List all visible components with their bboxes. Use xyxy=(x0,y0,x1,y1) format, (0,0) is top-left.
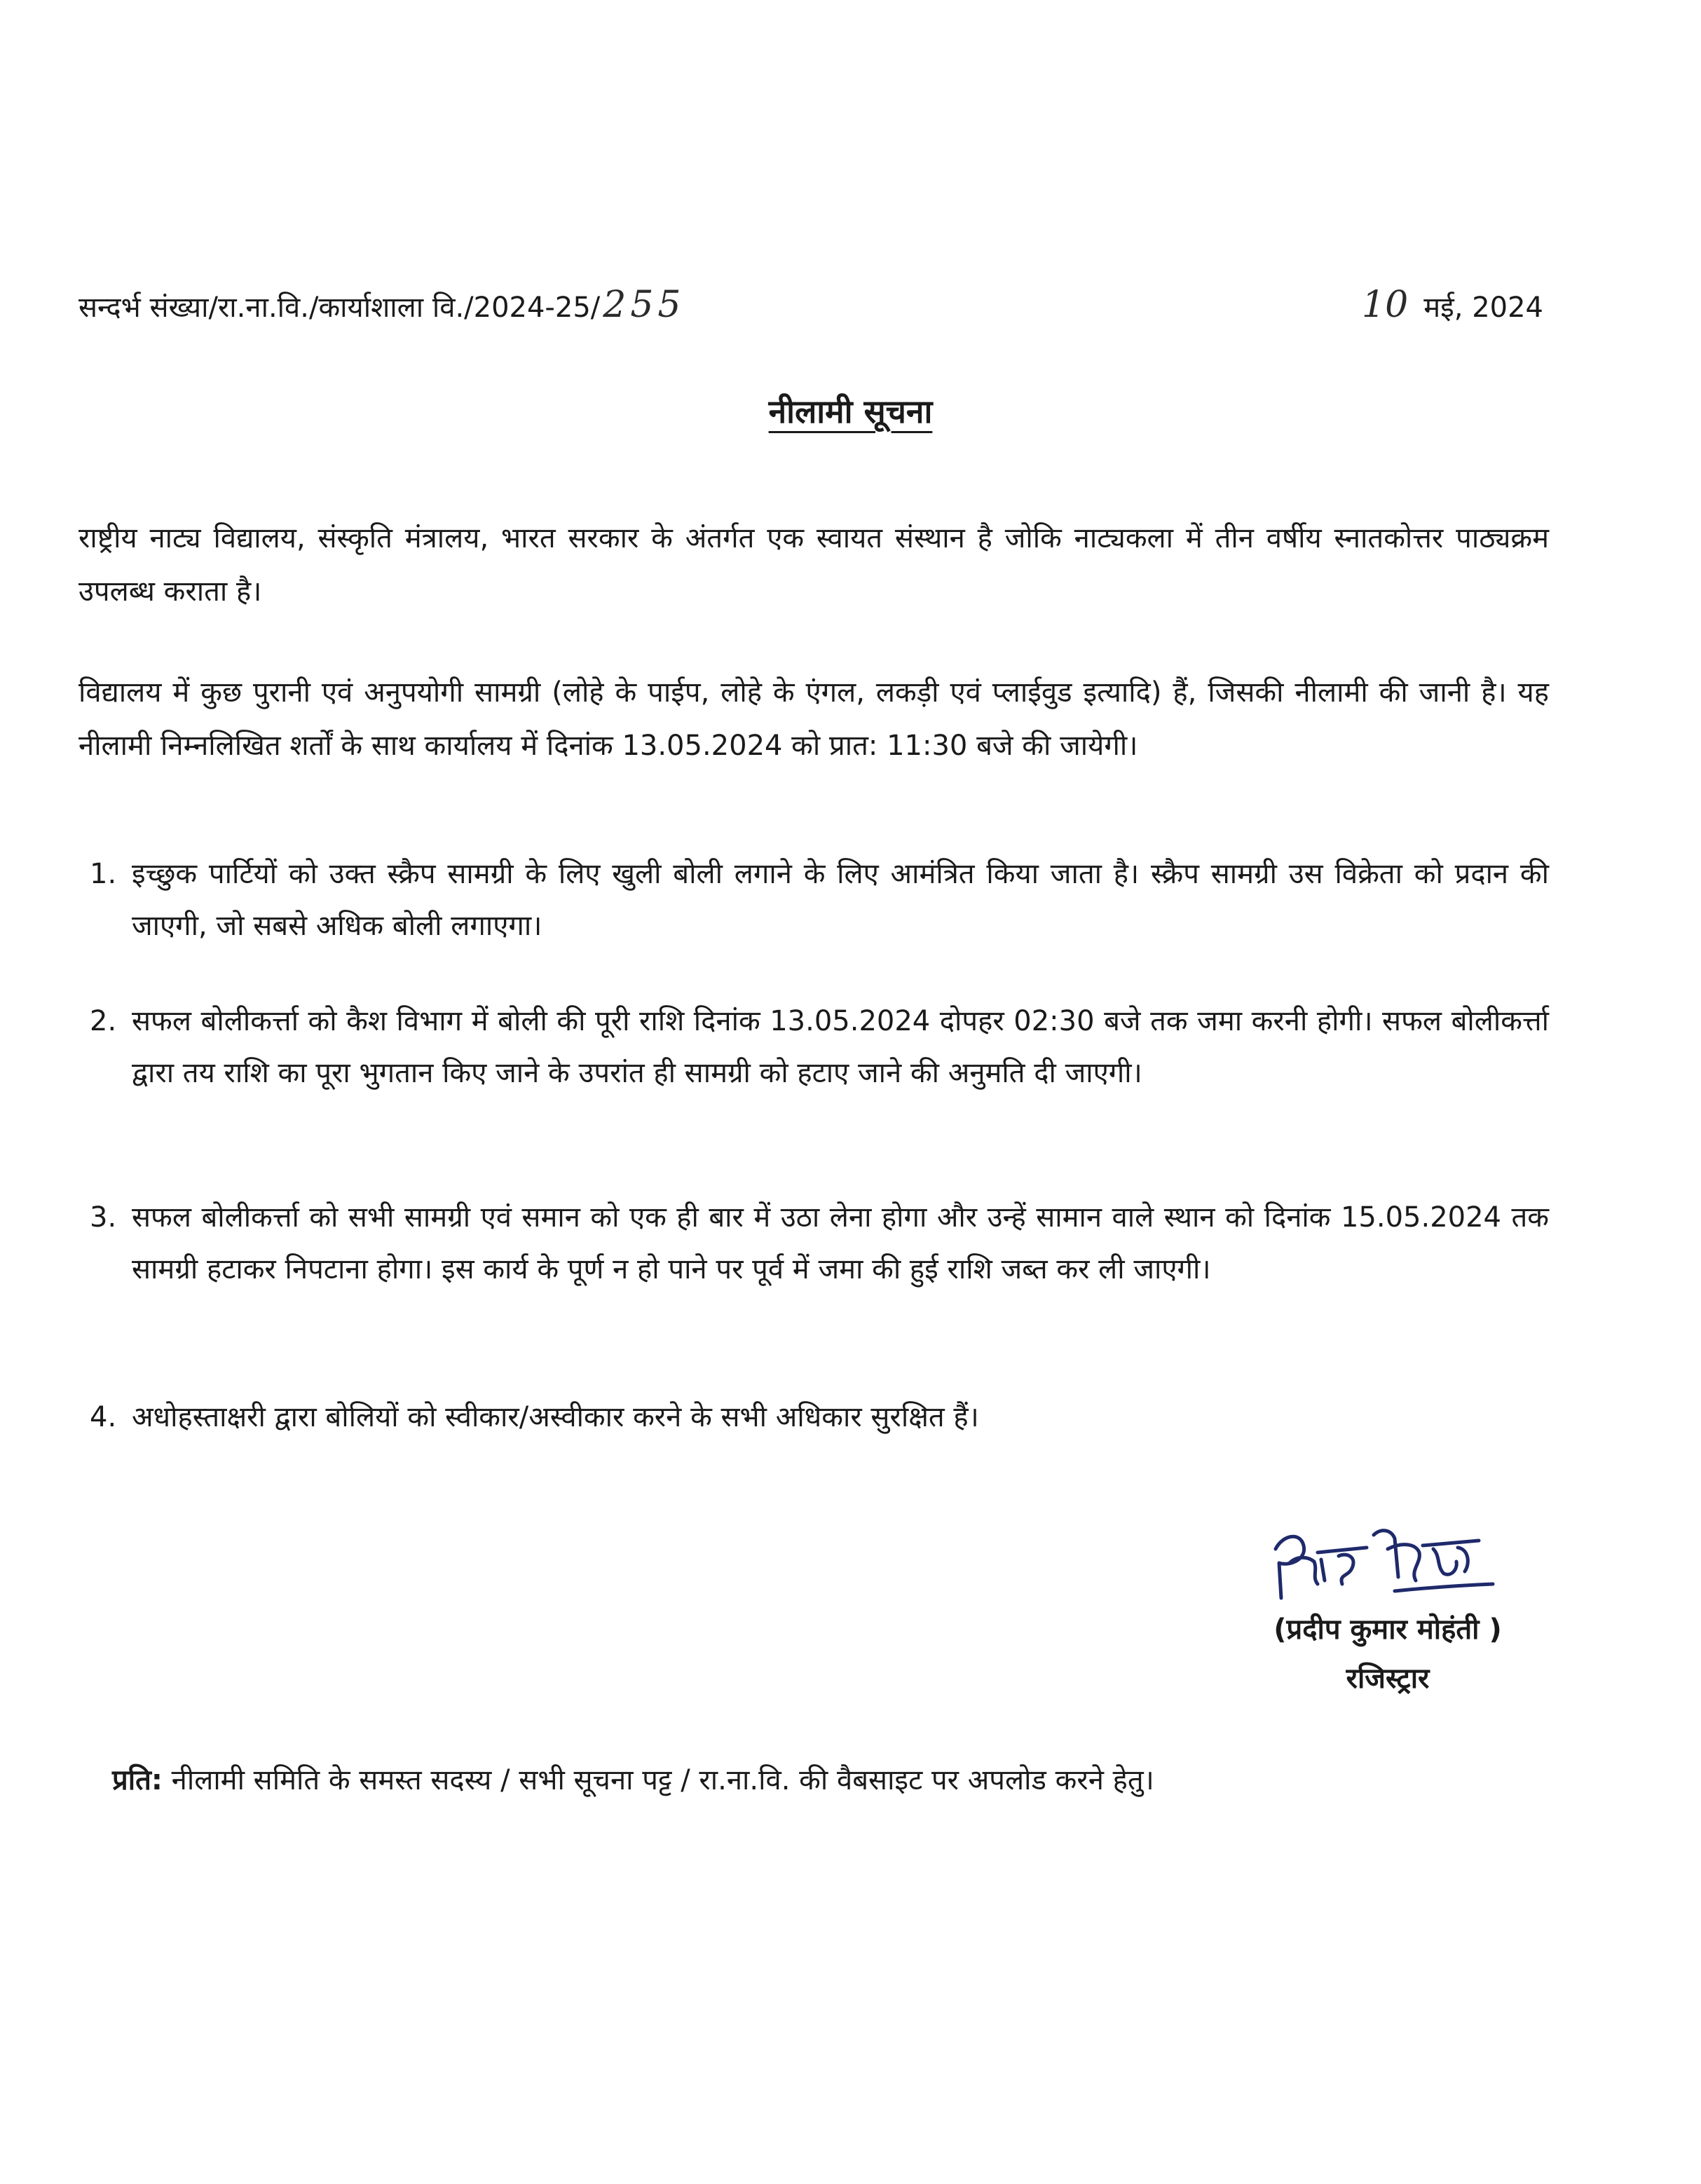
reference-handwritten-number: 255 xyxy=(603,284,685,326)
reference-number xyxy=(78,280,685,332)
signatory-name: (प्रदीप कुमार मोहंती ) xyxy=(1273,1613,1502,1646)
condition-text: अधोहस्ताक्षरी द्वारा बोलियों को स्वीकार/अस्वीकार करने के सभी अधिकार सुरक्षित हैं। xyxy=(132,1401,979,1433)
auction-paragraph: विद्यालय में कुछ पुरानी एवं अनुपयोगी सामग्री (लोहे के पाईप, लोहे के एंगल, लकड़ी एवं प्लाईवुड इत्यादि) हैं, जिसकी नीलामी की जानी है। यह नीलामी निम्नलिखित शर्तों के साथ कार्यालय में दिनांक 13.05.2024 को प्रात: 11:30 बजे की जायेगी। xyxy=(78,676,1549,762)
copy-to-label: प्रति: xyxy=(112,1764,163,1796)
reference-prefix: सन्दर्भ संख्या/रा.ना.वि./कार्याशाला वि./2024-25/ xyxy=(78,292,601,324)
signature-block xyxy=(1191,1507,1570,1717)
notice-date xyxy=(1362,280,1543,332)
condition-text: सफल बोलीकर्त्ता को सभी सामग्री एवं समान को एक ही बार में उठा लेना होगा और उन्हें सामान वाले स्थान को दिनांक 15.05.2024 तक सामग्री हटाकर निपटाना होगा। इस कार्य के पूर्ण न हो पाने पर पूर्व में जमा की हुई राशि जब्त कर ली जाएगी। xyxy=(132,1201,1549,1285)
reference-line xyxy=(78,280,1543,329)
intro-paragraph: राष्ट्रीय नाट्य विद्यालय, संस्कृति मंत्रालय, भारत सरकार के अंतर्गत एक स्वायत संस्थान है जोकि नाट्यकला में तीन वर्षीय स्नातकोत्तर पाठ्यक्रम उपलब्ध कराता है। xyxy=(78,522,1549,608)
condition-item xyxy=(78,848,1549,952)
condition-number: 3. xyxy=(90,1201,117,1234)
condition-item xyxy=(78,1192,1549,1295)
date-day-handwritten: 10 xyxy=(1362,284,1409,326)
condition-number: 4. xyxy=(90,1401,117,1433)
copy-to-line xyxy=(112,1756,1556,1805)
condition-number: 2. xyxy=(90,1005,117,1037)
condition-item xyxy=(78,1391,1549,1443)
condition-item xyxy=(78,995,1549,1099)
condition-text: सफल बोलीकर्त्ता को कैश विभाग में बोली की पूरी राशि दिनांक 13.05.2024 दोपहर 02:30 बजे तक जमा करनी होगी। सफल बोलीकर्त्ता द्वारा तय राशि का पूरा भुगतान किए जाने के उपरांत ही सामग्री को हटाए जाने की अनुमति दी जाएगी। xyxy=(132,1005,1549,1089)
condition-text: इच्छुक पार्टियों को उक्त स्क्रैप सामग्री के लिए खुली बोली लगाने के लिए आमंत्रित किया जाता है। स्क्रैप सामग्री उस विक्रेता को प्रदान की जाएगी, जो सबसे अधिक बोली लगाएगा। xyxy=(132,858,1549,942)
notice-title-text: नीलामी सूचना xyxy=(768,393,933,430)
notice-title xyxy=(0,387,1701,436)
signatory-designation: रजिस्ट्रार xyxy=(1346,1663,1430,1695)
date-month-year: मई, 2024 xyxy=(1423,292,1543,324)
copy-to-text: नीलामी समिति के समस्त सदस्य / सभी सूचना पट्ट / रा.ना.वि. की वैबसाइट पर अपलोड करने हेतु। xyxy=(162,1764,1154,1796)
condition-number: 1. xyxy=(90,858,117,890)
